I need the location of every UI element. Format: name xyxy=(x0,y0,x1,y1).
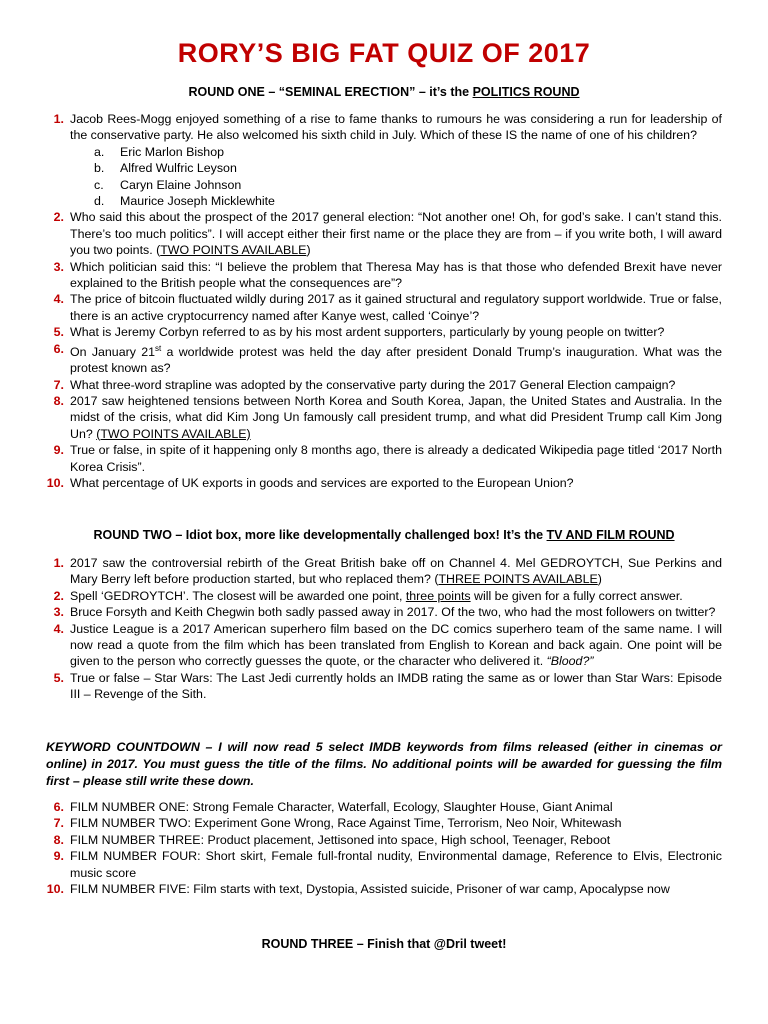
question-superscript: st xyxy=(155,343,162,353)
question-text: What percentage of UK exports in goods and services are exported to the European Union? xyxy=(70,476,574,491)
question-number: 4. xyxy=(53,292,64,307)
answer-option xyxy=(94,177,722,193)
question-text-after: will be given for a fully correct answer. xyxy=(470,588,683,603)
question-quote: “Blood?” xyxy=(546,654,594,669)
question-item xyxy=(46,291,722,324)
question-number: 2. xyxy=(53,210,64,225)
film-clue-text: FILM NUMBER ONE: Strong Female Character, Waterfall, Ecology, Slaughter House, Giant Animal xyxy=(70,800,613,814)
question-number: 3. xyxy=(53,605,64,620)
film-clue-item xyxy=(46,881,722,897)
answer-option xyxy=(94,193,722,209)
film-clue-text: FILM NUMBER FOUR: Short skirt, Female full-frontal nudity, Environmental damage, Reference to Elvis, Electronic music score xyxy=(70,849,722,880)
question-item xyxy=(46,393,722,442)
question-number: 6. xyxy=(53,341,64,356)
round-one-heading-text: ROUND ONE – “SEMINAL ERECTION” – it’s the xyxy=(188,85,473,99)
question-options xyxy=(70,144,722,210)
question-item xyxy=(46,111,722,209)
film-keyword-list xyxy=(46,799,722,897)
question-item xyxy=(46,209,722,258)
answer-option-text: Alfred Wulfric Leyson xyxy=(120,161,237,176)
round-one-heading xyxy=(0,85,768,99)
question-number: 2. xyxy=(53,588,64,603)
question-text: True or false – Star Wars: The Last Jedi currently holds an IMDB rating the same as or lower than Star Wars: Episode III – Revenge of the Sith. xyxy=(70,670,722,702)
question-text: Jacob Rees-Mogg enjoyed something of a rise to fame thanks to rumours he was considering a run for leadership of the conservative party. He also welcomed his sixth child in July. Which of these IS the name of one of his children? xyxy=(70,112,722,143)
question-text: Bruce Forsyth and Keith Chegwin both sadly passed away in 2017. Of the two, who had the most followers on twitter? xyxy=(70,605,716,620)
question-text: 2017 saw the controversial rebirth of the Great British bake off on Channel 4. Mel GEDROYTCH, Sue Perkins and Mary Berry left before production started, but who replaced them? ( xyxy=(70,556,722,587)
question-underlined-text: (TWO POINTS AVAILABLE) xyxy=(96,426,251,441)
question-text: What is Jeremy Corbyn referred to as by his most ardent supporters, particularly by young people on twitter? xyxy=(70,325,665,340)
question-text-after: ) xyxy=(597,572,602,587)
film-clue-item xyxy=(46,848,722,881)
question-text: Who said this about the prospect of the 2017 general election: “Not another one! Oh, for god’s sake. I can’t stand this. There’s too much politics”. I will accept either their first name or the place they are from – if you write both, I will award you two points. ( xyxy=(70,210,722,258)
round-one-heading-topic: POLITICS ROUND xyxy=(472,85,580,99)
film-clue-number: 6. xyxy=(53,800,64,814)
question-text: True or false, in spite of it happening only 8 months ago, there is already a dedicated Wikipedia page titled ‘2017 North Korea Crisis”. xyxy=(70,443,722,474)
film-clue-number: 7. xyxy=(53,816,64,831)
question-text: On January 21 xyxy=(70,344,155,359)
question-text-after: ) xyxy=(306,243,311,258)
question-item xyxy=(46,670,722,703)
question-item xyxy=(46,259,722,292)
answer-option-text: Caryn Elaine Johnson xyxy=(120,177,242,192)
round-two-questions xyxy=(46,555,722,703)
question-text: Which politician said this: “I believe the problem that Theresa May has is that those who defended Brexit have never explained to the British people what the consequences are”? xyxy=(70,259,722,291)
round-two-heading xyxy=(0,528,768,542)
question-text: The price of bitcoin fluctuated wildly during 2017 as it gained structural and regulatory support worldwide. True or false, there is an active cryptocurrency named after Kanye west, called ‘Coinye’? xyxy=(70,292,722,323)
answer-option-letter: d. xyxy=(94,194,105,209)
answer-option-letter: c. xyxy=(94,177,104,192)
question-number: 7. xyxy=(53,377,64,392)
question-number: 9. xyxy=(53,443,64,458)
question-number: 5. xyxy=(53,325,64,340)
film-clue-item xyxy=(46,815,722,831)
answer-option xyxy=(94,144,722,160)
question-number: 1. xyxy=(53,556,64,570)
question-number: 4. xyxy=(53,621,64,636)
question-number: 3. xyxy=(53,259,64,274)
question-item xyxy=(46,377,722,393)
film-clue-number: 9. xyxy=(53,849,64,864)
film-clue-text: FILM NUMBER TWO: Experiment Gone Wrong, Race Against Time, Terrorism, Neo Noir, Whitewash xyxy=(70,816,622,831)
question-number: 10. xyxy=(46,476,64,491)
answer-option-text: Maurice Joseph Micklewhite xyxy=(120,194,275,209)
round-two-heading-text: ROUND TWO – Idiot box, more like developmentally challenged box! It’s the xyxy=(93,528,547,542)
question-item xyxy=(46,475,722,491)
answer-option-text: Eric Marlon Bishop xyxy=(120,144,224,159)
film-clue-text: FILM NUMBER FIVE: Film starts with text, Dystopia, Assisted suicide, Prisoner of war camp, Apocalypse now xyxy=(70,882,670,897)
round-two-heading-topic: TV AND FILM ROUND xyxy=(546,528,675,542)
question-underlined-text: TWO POINTS AVAILABLE xyxy=(160,243,307,258)
question-item xyxy=(46,341,722,377)
film-clue-number: 8. xyxy=(53,832,64,847)
question-item xyxy=(46,604,722,620)
film-clue-text: FILM NUMBER THREE: Product placement, Jettisoned into space, High school, Teenager, Reboot xyxy=(70,832,611,847)
answer-option xyxy=(94,160,722,176)
question-item xyxy=(46,442,722,475)
question-item xyxy=(46,555,722,588)
question-item xyxy=(46,621,722,670)
question-text: 2017 saw heightened tensions between North Korea and South Korea, Japan, the United States and Australia. In the midst of the crisis, what did Kim Jong Un famously call president trump, and what did President Trump call Kim Jong Un? xyxy=(70,394,722,441)
question-number: 1. xyxy=(53,112,64,126)
question-underlined-text: THREE POINTS AVAILABLE xyxy=(438,572,598,587)
film-clue-number: 10. xyxy=(46,882,64,897)
question-underlined-text: three points xyxy=(405,588,471,603)
question-text-after: a worldwide protest was held the day after president Donald Trump’s inauguration. What was the protest known as? xyxy=(70,344,722,376)
film-clue-item xyxy=(46,832,722,848)
page-title: RORY’S BIG FAT QUIZ OF 2017 xyxy=(177,38,591,68)
question-number: 8. xyxy=(53,394,64,409)
round-one-questions xyxy=(46,111,722,491)
answer-option-letter: a. xyxy=(94,144,105,159)
answer-option-letter: b. xyxy=(94,161,105,176)
question-text: What three-word strapline was adopted by the conservative party during the 2017 General Election campaign? xyxy=(70,377,676,392)
question-number: 5. xyxy=(53,670,64,685)
keyword-countdown-intro: KEYWORD COUNTDOWN – I will now read 5 select IMDB keywords from films released (either in cinemas or online) in 2017. You must guess the title of the films. No additional points will be awarded for guessing the film first – please still write these down. xyxy=(46,740,722,788)
film-clue-item xyxy=(46,799,722,815)
question-text: Justice League is a 2017 American superhero film based on the DC comics superhero team of the same name. I will now read a quote from the film which has been translated from English to Korean and back again. One point will be given to the person who correctly guesses the quote, or the character who delivered it. xyxy=(70,621,722,669)
question-text: Spell ‘GEDROYTCH’. The closest will be awarded one point, xyxy=(70,588,406,603)
round-three-heading: ROUND THREE – Finish that @Dril tweet! xyxy=(261,937,507,951)
question-item xyxy=(46,588,722,604)
question-item xyxy=(46,324,722,340)
